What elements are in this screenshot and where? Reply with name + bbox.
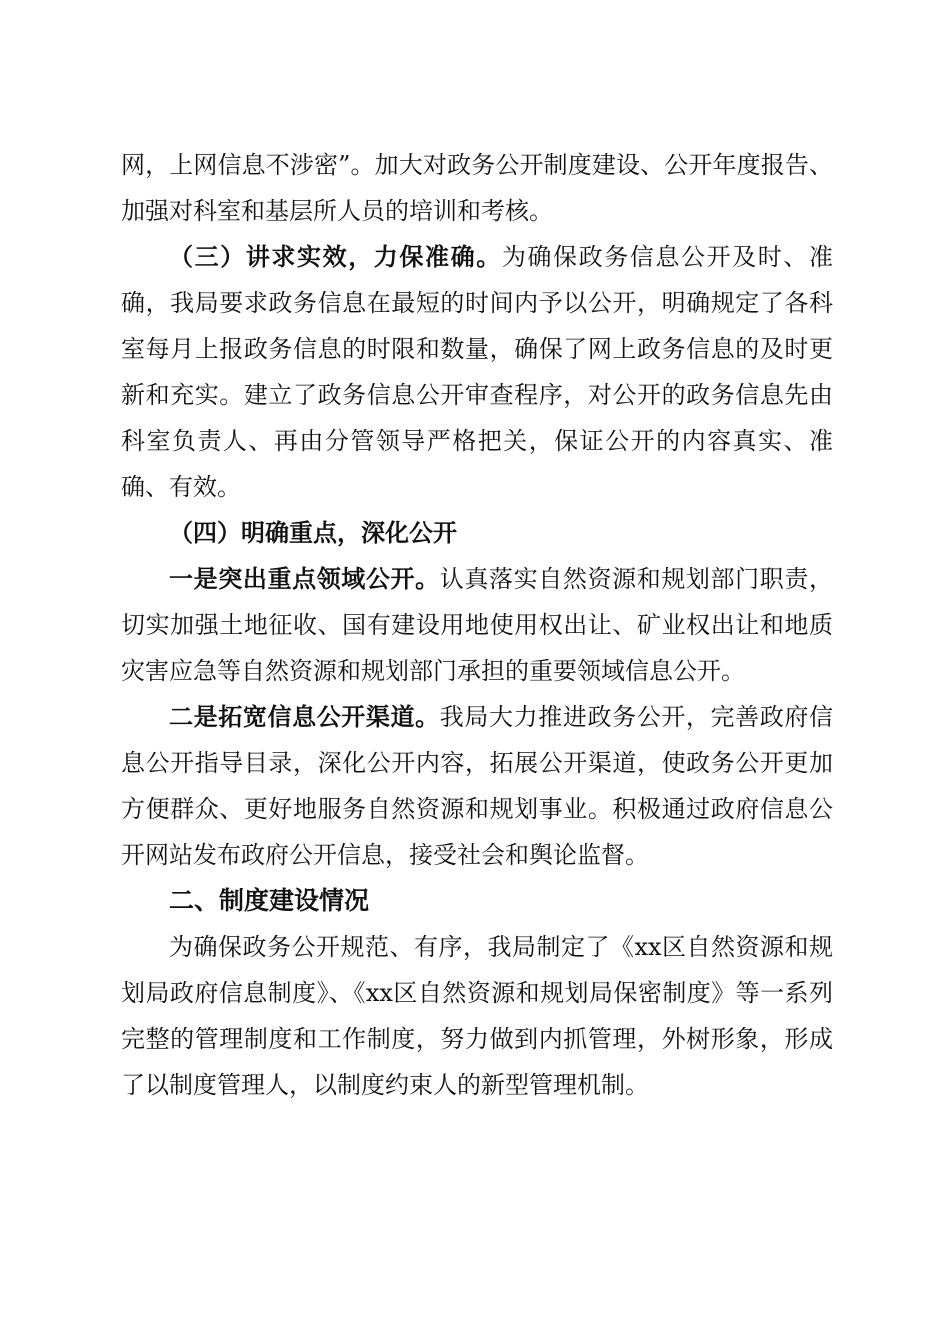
paragraph-text: 为确保政务公开规范、有序，我局制定了《xx区自然资源和规划局政府信息制度》、《xx区自然资源和规划局保密制度》等一系列完整的管理制度和工作制度，努力做到内抓管理，外树形象，形成了以制度管理人，以制度约束人的新型管理机制。 bbox=[121, 933, 833, 1099]
paragraph-text: 认真落实自然资源和规划部门职责，切实加强土地征收、国有建设用地使用权出让、矿业权出让和地质灾害应急等自然资源和规划部门承担的重要领域信息公开。 bbox=[121, 565, 834, 685]
paragraph-continuation bbox=[121, 142, 833, 234]
paragraph-key-areas bbox=[121, 556, 833, 694]
paragraph-accuracy bbox=[121, 234, 833, 510]
paragraph-lead: 一是突出重点领域公开。 bbox=[169, 565, 440, 593]
paragraph-text: 网，上网信息不涉密”。加大对政务公开制度建设、公开年度报告、加强对科室和基层所人员的培训和考核。 bbox=[121, 151, 833, 225]
paragraph-text: 我局大力推进政务公开，完善政府信息公开指导目录，深化公开内容，拓展公开渠道，使政务公开更加方便群众、更好地服务自然资源和规划事业。积极通过政府信息公开网站发布政府公开信息，接受社会和舆论监督。 bbox=[121, 703, 834, 869]
sub-heading: （四）明确重点，深化公开 bbox=[169, 519, 457, 547]
paragraph-text: 为确保政务信息公开及时、准确，我局要求政务信息在最短的时间内予以公开，明确规定了各科室每月上报政务信息的时限和数量，确保了网上政务信息的及时更新和充实。建立了政务信息公开审查程序，对公开的政务信息先由科室负责人、再由分管领导严格把关，保证公开的内容真实、准确、有效。 bbox=[121, 243, 834, 501]
paragraph-lead: 二是拓宽信息公开渠道。 bbox=[169, 703, 440, 731]
paragraph-system-building bbox=[121, 924, 833, 1108]
paragraph-channels bbox=[121, 694, 833, 878]
document-body bbox=[121, 142, 833, 1108]
section-heading: 二、制度建设情况 bbox=[169, 886, 370, 915]
paragraph-lead: （三）讲求实效，力保准确。 bbox=[169, 243, 502, 271]
